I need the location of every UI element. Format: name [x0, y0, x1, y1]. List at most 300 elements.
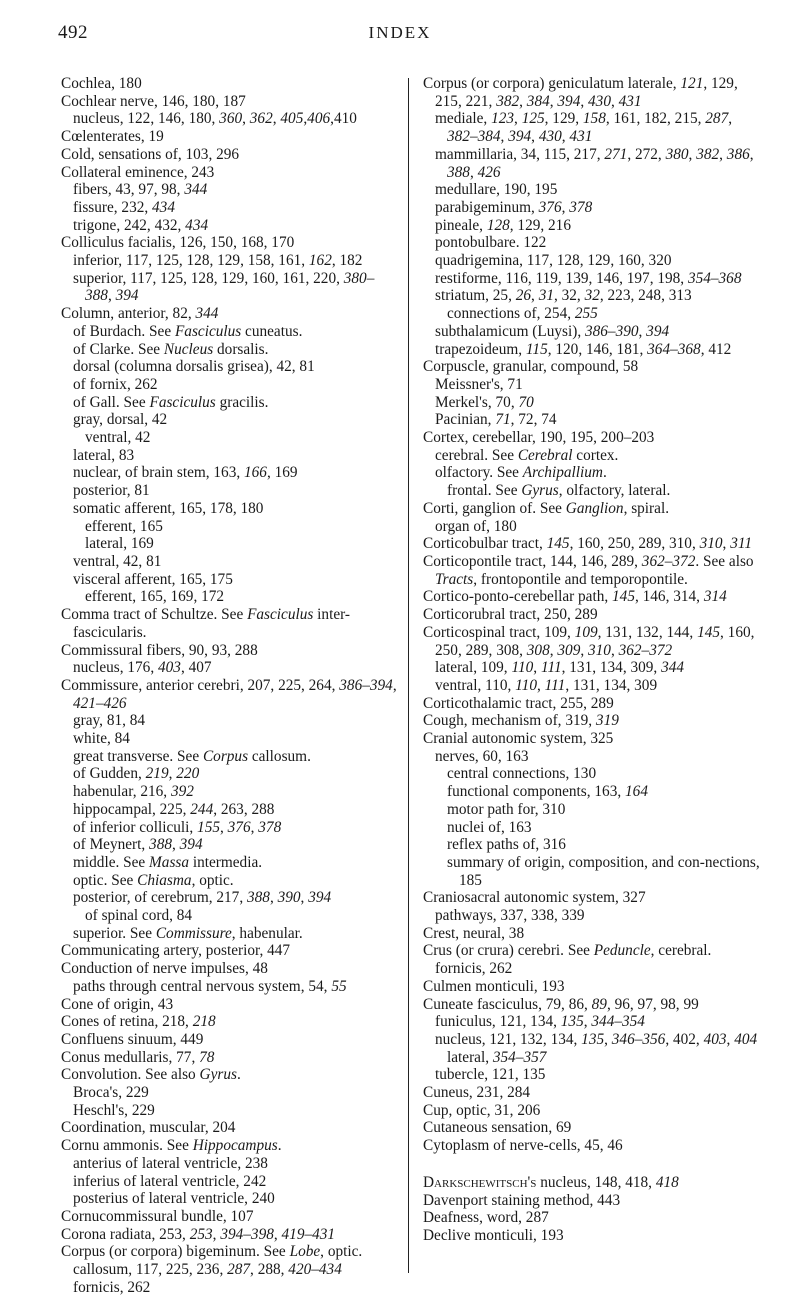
- entry-text: Cuneate fasciculus, 79, 86,: [423, 995, 592, 1013]
- index-subentry: [61, 1261, 399, 1279]
- italic-text: 135: [581, 1030, 605, 1048]
- index-subentry: [61, 907, 399, 925]
- entry-text: subthalamicum (Luysi),: [435, 322, 585, 340]
- index-subentry: [423, 677, 765, 695]
- entry-text: Corticospinal tract, 109,: [423, 623, 575, 641]
- entry-text: cerebral. See: [435, 446, 518, 464]
- index-entry: [61, 1049, 399, 1067]
- entry-text: Cold, sensations of, 103, 296: [61, 145, 240, 163]
- italic-text: Massa: [149, 853, 189, 871]
- entry-text: Cone of origin, 43: [61, 995, 174, 1013]
- italic-text: 111: [544, 676, 566, 694]
- entry-text: of Gall. See: [73, 393, 150, 411]
- index-subentry: [61, 1102, 399, 1120]
- italic-text: 110: [511, 659, 534, 677]
- italic-text: 26: [515, 287, 532, 305]
- italic-text: 434: [185, 216, 209, 234]
- index-subentry: [423, 447, 765, 465]
- entry-text: , 402,: [665, 1030, 704, 1048]
- italic-text: 403: [157, 659, 181, 677]
- italic-text: 310: [588, 641, 611, 659]
- entry-text: , 146, 314,: [634, 588, 704, 606]
- entry-text: nuclei of, 163: [447, 818, 532, 836]
- entry-text: ,: [688, 145, 697, 163]
- index-subentry: [61, 447, 399, 465]
- entry-text: ,: [500, 128, 509, 146]
- italic-text: Nucleus: [163, 340, 214, 358]
- italic-text: Gyrus: [199, 1066, 237, 1084]
- italic-text: 418: [655, 1173, 679, 1191]
- index-subentry: [423, 217, 765, 235]
- entry-text: ,: [719, 145, 727, 163]
- entry-text: ,: [638, 322, 647, 340]
- entry-text: ,: [722, 535, 731, 553]
- italic-text: 115: [525, 340, 548, 358]
- index-subentry: [61, 571, 399, 589]
- index-entry: [61, 93, 399, 111]
- italic-text: 388: [149, 836, 172, 854]
- italic-text: 162: [308, 252, 332, 270]
- index-entry: [423, 553, 765, 588]
- italic-text: Ganglion: [565, 499, 624, 517]
- entry-text: ,: [273, 1225, 282, 1243]
- entry-text: ventral, 42: [85, 429, 151, 447]
- entry-text: , frontopontile and temporopontile.: [473, 570, 688, 588]
- entry-text: , 182: [331, 252, 363, 270]
- italic-text: 220: [176, 765, 200, 783]
- entry-text: restiforme, 116, 119, 139, 146, 197, 198,: [435, 269, 688, 287]
- index-column-left: [61, 75, 399, 1297]
- entry-text: , 161, 182, 215,: [605, 110, 706, 128]
- entry-text: callosum.: [248, 747, 311, 765]
- entry-text: ,: [749, 145, 754, 163]
- index-subentry: [61, 765, 399, 783]
- italic-text: 388: [246, 889, 270, 907]
- entry-text: Comma tract of Schultze. See: [61, 606, 248, 624]
- index-subentry: [61, 819, 399, 837]
- entry-text: hippocampal, 225,: [73, 800, 191, 818]
- index-subentry: [61, 659, 399, 677]
- entry-text: ,: [549, 641, 558, 659]
- entry-text: ,: [269, 889, 278, 907]
- index-subentry: [423, 836, 765, 854]
- index-subentry: [423, 287, 765, 305]
- entry-text: Pacinian,: [435, 411, 496, 429]
- italic-text: 430: [588, 92, 611, 110]
- index-subentry: [423, 323, 765, 341]
- entry-text: ,: [212, 1225, 221, 1243]
- italic-text: 378: [569, 198, 593, 216]
- entry-text: nucleus, 121, 132, 134,: [435, 1030, 582, 1048]
- index-subentry: [423, 854, 765, 889]
- index-subentry: [61, 199, 399, 217]
- italic-text: 255: [574, 305, 598, 323]
- entry-text: , spiral.: [623, 499, 670, 517]
- entry-text: Cornu ammonis. See: [61, 1137, 193, 1155]
- italic-text: Commissure: [155, 924, 232, 942]
- index-column-right: [423, 75, 765, 1245]
- index-entry: [423, 889, 765, 907]
- index-subentry: [61, 712, 399, 730]
- italic-text: 71: [495, 411, 511, 429]
- entry-text: pathways, 337, 338, 339: [435, 907, 585, 925]
- index-subentry: [423, 783, 765, 801]
- italic-text: 419–431: [281, 1225, 336, 1243]
- entry-text: striatum, 25,: [435, 287, 516, 305]
- italic-text: 123: [491, 110, 515, 128]
- index-entry: [423, 500, 765, 518]
- index-subentry: [61, 1155, 399, 1173]
- index-subentry: [423, 960, 765, 978]
- italic-text: 314: [703, 588, 727, 606]
- index-subentry: [61, 323, 399, 341]
- entry-text: medullare, 190, 195: [435, 181, 558, 199]
- entry-text: Meissner's, 71: [435, 375, 523, 393]
- entry-text: Crus (or crura) cerebri. See: [423, 942, 594, 960]
- italic-text: 70: [518, 393, 534, 411]
- entry-text: paths through central nervous system, 54,: [73, 977, 332, 995]
- entry-text: inter-fascicularis.: [73, 606, 350, 641]
- entry-text: .: [277, 1137, 282, 1155]
- entry-text: mammillaria, 34, 115, 217,: [435, 145, 605, 163]
- index-subentry: [61, 748, 399, 766]
- entry-text: reflex paths of, 316: [447, 836, 566, 854]
- entry-text: inferius of lateral ventricle, 242: [73, 1172, 267, 1190]
- italic-text: Fasciculus: [247, 606, 314, 624]
- index-subentry: [423, 1066, 765, 1084]
- entry-text: , 131, 134, 309: [565, 676, 658, 694]
- entry-text: great transverse. See: [73, 747, 203, 765]
- entry-text: ventral, 42, 81: [73, 552, 162, 570]
- index-entry: [61, 1119, 399, 1137]
- index-subentry: [61, 836, 399, 854]
- italic-text: 394: [646, 322, 670, 340]
- entry-text: pineale,: [435, 216, 487, 234]
- italic-text: 32: [584, 287, 600, 305]
- entry-text: , 32,: [553, 287, 585, 305]
- entry-text: ,: [300, 889, 309, 907]
- index-subentry: [423, 482, 765, 500]
- index-entry: [61, 1013, 399, 1031]
- entry-text: , 160, 250, 289, 310,: [569, 535, 700, 553]
- entry-text: , olfactory, lateral.: [558, 482, 671, 500]
- entry-text: Heschl's, 229: [73, 1101, 155, 1119]
- index-entry: [423, 1227, 765, 1245]
- index-entry: [61, 677, 399, 712]
- entry-text: fornicis, 262: [73, 1278, 151, 1296]
- entry-text: Davenport staining method, 443: [423, 1191, 621, 1209]
- index-entry: [423, 535, 765, 553]
- italic-text: 406: [307, 110, 331, 128]
- entry-text: ,: [610, 641, 619, 659]
- entry-text: dorsal (columna dorsalis grisea), 42, 81: [73, 358, 315, 376]
- index-entry: [423, 75, 765, 110]
- italic-text: 421–426: [73, 694, 127, 712]
- italic-text: 384: [526, 92, 550, 110]
- index-entry: [61, 75, 399, 93]
- index-subentry: [423, 234, 765, 252]
- italic-text: 319: [595, 712, 619, 730]
- entry-text: callosum, 117, 225, 236,: [73, 1261, 228, 1279]
- italic-text: 311: [730, 535, 753, 553]
- entry-text: , 223, 248, 313: [599, 287, 692, 305]
- italic-text: 426: [477, 163, 501, 181]
- entry-text: of Meynert,: [73, 836, 150, 854]
- italic-text: 344: [195, 305, 219, 323]
- entry-text: Commissure, anterior cerebri, 207, 225, 264,: [61, 676, 340, 694]
- index-subentry: [61, 110, 399, 128]
- italic-text: 360: [219, 110, 243, 128]
- italic-text: 145: [612, 588, 635, 606]
- entry-text: of fornix, 262: [73, 375, 158, 393]
- italic-text: 394: [115, 287, 139, 305]
- entry-text: , 129, 215, 221,: [435, 75, 738, 110]
- entry-text: , 72, 74: [510, 411, 557, 429]
- index-entry: [61, 305, 399, 323]
- entry-text: Broca's, 229: [73, 1084, 149, 1102]
- entry-text: somatic afferent, 165, 178, 180: [73, 499, 264, 517]
- entry-text: ,: [728, 110, 733, 128]
- index-entry: [61, 146, 399, 164]
- index-subentry: [423, 907, 765, 925]
- entry-text: of Gudden,: [73, 765, 146, 783]
- italic-text: 244: [190, 800, 214, 818]
- italic-text: 111: [540, 659, 562, 677]
- entry-text: Cuneus, 231, 284: [423, 1084, 531, 1102]
- index-subentry: [423, 146, 765, 181]
- entry-text: ,: [168, 765, 177, 783]
- entry-text: lateral,: [447, 1048, 493, 1066]
- entry-text: trigone, 242, 432,: [73, 216, 186, 234]
- entry-text: ,: [303, 110, 308, 128]
- entry-text: posterius of lateral ventricle, 240: [73, 1190, 275, 1208]
- entry-text: Darkschewitsch's: [423, 1173, 537, 1191]
- index-entry: [423, 624, 765, 659]
- index-entry: [423, 978, 765, 996]
- index-entry: [423, 942, 765, 960]
- entry-text: Craniosacral autonomic system, 327: [423, 889, 646, 907]
- index-subentry: [423, 199, 765, 217]
- italic-text: 354–368: [687, 269, 742, 287]
- italic-text: 145: [697, 623, 721, 641]
- italic-text: Tracts: [435, 570, 474, 588]
- entry-text: middle. See: [73, 853, 150, 871]
- italic-text: 145: [546, 535, 570, 553]
- index-subentry: [61, 252, 399, 270]
- italic-text: Peduncle: [593, 942, 651, 960]
- entry-text: . See also: [695, 552, 754, 570]
- index-subentry: [423, 659, 765, 677]
- index-subentry: [61, 464, 399, 482]
- entry-text: Convolution. See also: [61, 1066, 200, 1084]
- running-head: INDEX: [368, 23, 432, 42]
- italic-text: 380–388: [85, 269, 375, 305]
- italic-text: 382: [496, 92, 520, 110]
- entry-text: Corpus (or corpora) geniculatum laterale,: [423, 75, 681, 92]
- italic-text: Corpus: [202, 747, 249, 765]
- italic-text: 109: [574, 623, 598, 641]
- entry-text: ,: [533, 659, 541, 677]
- entry-text: posterior, 81: [73, 482, 150, 500]
- entry-text: functional components, 163,: [447, 783, 626, 801]
- entry-text: Corpuscle, granular, compound, 58: [423, 358, 639, 376]
- index-subentry: [423, 464, 765, 482]
- entry-text: Corticobulbar tract,: [423, 535, 547, 553]
- index-subentry: [61, 854, 399, 872]
- italic-text: 376: [227, 818, 251, 836]
- italic-text: Cerebral: [517, 446, 573, 464]
- index-subentry: [61, 801, 399, 819]
- italic-text: 431: [618, 92, 642, 110]
- entry-text: gracilis.: [215, 393, 269, 411]
- entry-text: , optic.: [320, 1243, 363, 1261]
- entry-text: ,: [610, 92, 619, 110]
- entry-text: trapezoideum,: [435, 340, 526, 358]
- italic-text: 78: [199, 1048, 215, 1066]
- entry-text: fissure, 232,: [73, 198, 153, 216]
- index-entry: [61, 164, 399, 182]
- entry-text: ,: [392, 676, 397, 694]
- italic-text: 430: [538, 128, 562, 146]
- index-subentry: [61, 217, 399, 235]
- entry-text: Cytoplasm of nerve-cells, 45, 46: [423, 1137, 623, 1155]
- index-entry: [61, 960, 399, 978]
- index-subentry: [423, 376, 765, 394]
- index-subentry: [61, 482, 399, 500]
- entry-text: ,: [172, 836, 180, 854]
- entry-text: fornicis, 262: [435, 960, 513, 978]
- entry-text: ,410: [330, 110, 357, 128]
- index-subentry: [423, 748, 765, 766]
- index-subentry: [61, 978, 399, 996]
- entry-text: gray, 81, 84: [73, 712, 146, 730]
- entry-text: Deafness, word, 287: [423, 1209, 549, 1227]
- entry-text: , 96, 97, 98, 99: [606, 995, 699, 1013]
- entry-text: lateral, 169: [85, 535, 154, 553]
- entry-text: ,: [242, 110, 250, 128]
- index-entry: [61, 1226, 399, 1244]
- entry-text: Cranial autonomic system, 325: [423, 730, 614, 748]
- index-subentry: [61, 535, 399, 553]
- italic-text: 394: [557, 92, 581, 110]
- entry-text: ,: [580, 641, 588, 659]
- entry-text: nucleus, 176,: [73, 659, 158, 677]
- italic-text: 155: [197, 818, 220, 836]
- entry-text: Cortex, cerebellar, 190, 195, 200–203: [423, 429, 655, 447]
- italic-text: 344–354: [591, 1013, 645, 1031]
- entry-text: ,: [549, 92, 558, 110]
- entry-text: Cough, mechanism of, 319,: [423, 712, 596, 730]
- italic-text: 310: [699, 535, 723, 553]
- entry-text: Crest, neural, 38: [423, 924, 525, 942]
- index-subentry: [61, 1279, 399, 1297]
- entry-text: nerves, 60, 163: [435, 747, 529, 765]
- entry-text: intermedia.: [189, 853, 263, 871]
- entry-text: Merkel's, 70,: [435, 393, 519, 411]
- italic-text: 390: [277, 889, 301, 907]
- entry-text: funiculus, 121, 134,: [435, 1013, 561, 1031]
- entry-text: ,: [531, 287, 539, 305]
- italic-text: 405: [280, 110, 304, 128]
- index-subentry: [61, 730, 399, 748]
- entry-text: organ of, 180: [435, 517, 517, 535]
- entry-text: , 272,: [627, 145, 666, 163]
- entry-text: , optic.: [191, 871, 234, 889]
- italic-text: 309: [557, 641, 581, 659]
- entry-text: tubercle, 121, 135: [435, 1066, 546, 1084]
- entry-text: ,: [531, 128, 539, 146]
- index-subentry: [423, 411, 765, 429]
- entry-text: Conduction of nerve impulses, 48: [61, 960, 268, 978]
- entry-text: fibers, 43, 97, 98,: [73, 181, 185, 199]
- italic-text: 344: [184, 181, 208, 199]
- entry-text: Cornucommissural bundle, 107: [61, 1208, 254, 1225]
- italic-text: 404: [734, 1030, 758, 1048]
- italic-text: 287: [705, 110, 729, 128]
- entry-text: visceral afferent, 165, 175: [73, 570, 233, 588]
- italic-text: 89: [591, 995, 607, 1013]
- italic-text: 394: [179, 836, 203, 854]
- italic-text: Gyrus: [521, 482, 559, 500]
- italic-text: 392: [170, 783, 194, 801]
- italic-text: 164: [625, 783, 648, 801]
- entry-text: Corti, ganglion of. See: [423, 499, 566, 517]
- italic-text: 135: [560, 1013, 584, 1031]
- index-subentry: [61, 889, 399, 907]
- entry-text: Cones of retina, 218,: [61, 1013, 193, 1031]
- entry-text: ,: [469, 163, 478, 181]
- index-entry: [423, 1084, 765, 1102]
- index-entry: [423, 712, 765, 730]
- index-entry: [61, 1031, 399, 1049]
- entry-text: quadrigemina, 117, 128, 129, 160, 320: [435, 252, 672, 270]
- italic-text: 394–398: [220, 1225, 274, 1243]
- entry-text: , 131, 132, 144,: [597, 623, 698, 641]
- entry-text: ,: [604, 1030, 612, 1048]
- entry-text: pontobulbare. 122: [435, 234, 547, 252]
- entry-text: , habenular.: [231, 924, 303, 942]
- entry-text: Cortico-ponto-cerebellar path,: [423, 588, 613, 606]
- entry-text: Commissural fibers, 90, 93, 288: [61, 641, 258, 659]
- entry-text: Confluens sinuum, 449: [61, 1030, 204, 1048]
- entry-text: ,: [220, 818, 228, 836]
- entry-text: , 131, 134, 309,: [561, 659, 662, 677]
- entry-text: lateral, 109,: [435, 659, 512, 677]
- entry-text: Corona radiata, 253,: [61, 1225, 190, 1243]
- index-subentry: [423, 1013, 765, 1031]
- italic-text: 219: [145, 765, 169, 783]
- entry-text: Corticorubral tract, 250, 289: [423, 606, 598, 624]
- entry-text: , 412: [700, 340, 732, 358]
- entry-text: , 288,: [250, 1261, 289, 1279]
- entry-text: , 120, 146, 181,: [547, 340, 648, 358]
- entry-text: summary of origin, composition, and con-nections, 185: [447, 853, 760, 889]
- index-subentry: [61, 358, 399, 376]
- italic-text: 434: [152, 198, 175, 216]
- letter-section-gap: [423, 1155, 765, 1174]
- index-subentry: [61, 1173, 399, 1191]
- entry-text: , 129, 216: [509, 216, 571, 234]
- index-subentry: [61, 1190, 399, 1208]
- entry-text: Corpus (or corpora) bigeminum. See: [61, 1243, 290, 1261]
- index-entry: [423, 1102, 765, 1120]
- italic-text: 158: [582, 110, 606, 128]
- entry-text: ,: [726, 1030, 735, 1048]
- italic-text: 420–434: [288, 1261, 342, 1279]
- index-subentry: [61, 429, 399, 447]
- entry-text: ,: [514, 110, 522, 128]
- italic-text: 386: [726, 145, 750, 163]
